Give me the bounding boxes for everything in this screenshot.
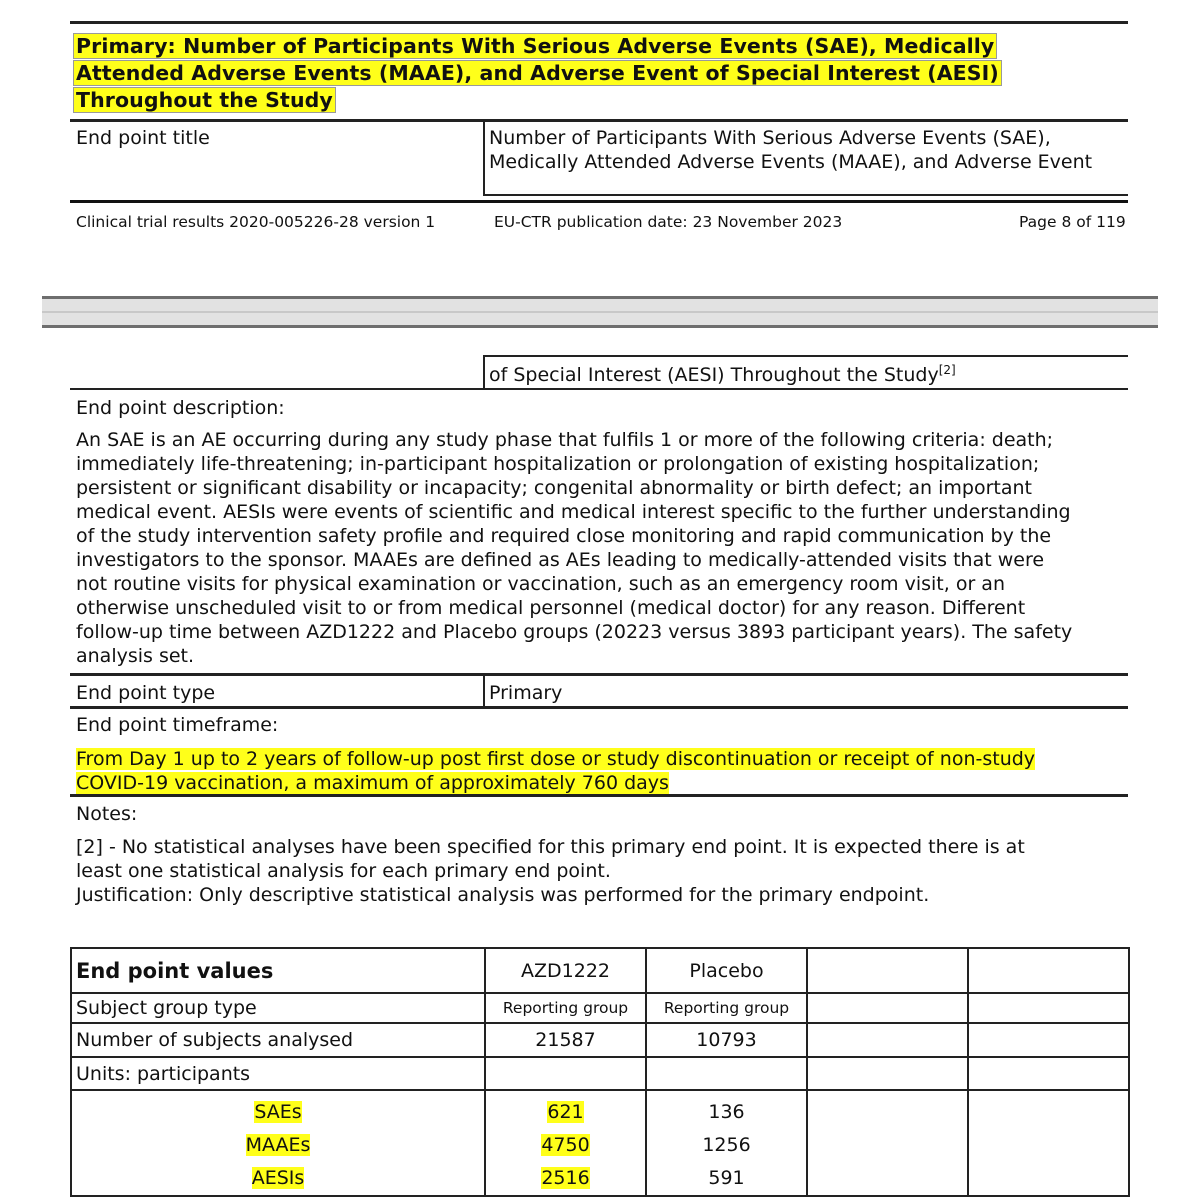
section-title-line-3: Throughout the Study (76, 88, 333, 112)
timeframe-line-1: From Day 1 up to 2 years of follow-up post first dose or study discontinuation or receipt of non-study (76, 748, 1036, 770)
placebo-maaes-value: 1256 (702, 1134, 751, 1156)
cell-empty (485, 1057, 646, 1090)
endpoint-description-text (76, 428, 1136, 668)
azd1222-saes-value: 621 (547, 1101, 584, 1123)
group-header-placebo: Placebo (646, 948, 807, 993)
row-label: Subject group type (71, 993, 485, 1023)
cell-value: 21587 (485, 1023, 646, 1057)
table-header-row (71, 948, 1129, 993)
endpoint-type-label: End point type (76, 682, 216, 704)
column-divider (483, 355, 485, 389)
row-divider (70, 673, 1128, 676)
table-row-units (71, 1057, 1129, 1090)
cell-empty (807, 993, 968, 1023)
table-header-title: End point values (71, 948, 485, 993)
description-line: medical event. AESIs were events of scientific and medical interest specific to the further understanding (76, 501, 1071, 523)
measure-label-maaes: MAAEs (245, 1134, 311, 1156)
cell-empty (646, 1057, 807, 1090)
note-line: Justification: Only descriptive statistical analysis was performed for the primary endpoint. (76, 884, 930, 906)
description-line: follow-up time between AZD1222 and Placebo groups (20223 versus 3893 participant years). The safety (76, 621, 1073, 643)
note-line: least one statistical analysis for each primary end point. (76, 860, 611, 882)
endpoint-title-line-1: Number of Participants With Serious Adverse Events (SAE), (489, 127, 1051, 149)
section-title-line-1: Primary: Number of Participants With Serious Adverse Events (SAE), Medically (76, 34, 995, 58)
endpoint-type-value: Primary (489, 682, 563, 704)
endpoint-title-continuation (489, 363, 956, 387)
measure-labels (71, 1090, 485, 1196)
footnote-ref[interactable]: [2] (938, 363, 956, 377)
cell-empty (968, 1090, 1129, 1196)
footer-page-number: Page 8 of 119 (1019, 213, 1126, 231)
azd1222-aesis-value: 2516 (541, 1167, 590, 1189)
endpoint-title-label: End point title (76, 127, 210, 149)
placebo-saes-value: 136 (708, 1101, 745, 1123)
section-title (74, 33, 1134, 114)
cell-value: Reporting group (646, 993, 807, 1023)
cell-empty (968, 1023, 1129, 1057)
description-line: investigators to the sponsor. MAAEs are defined as AEs leading to medically-attended visits that were (76, 549, 1045, 571)
row-label: Units: participants (71, 1057, 485, 1090)
notes-text (76, 835, 1136, 907)
cell-empty (968, 993, 1129, 1023)
endpoint-title-line-3: of Special Interest (AESI) Throughout the Study (489, 364, 939, 386)
top-rule (70, 21, 1128, 24)
page-break-separator (42, 296, 1158, 328)
column-divider (483, 674, 485, 707)
azd1222-maaes-value: 4750 (541, 1134, 590, 1156)
group-header-empty (968, 948, 1129, 993)
group-header-azd1222: AZD1222 (485, 948, 646, 993)
measure-label-saes: SAEs (254, 1101, 302, 1123)
table-row-subjects-analysed (71, 1023, 1129, 1057)
cell-value: Reporting group (485, 993, 646, 1023)
row-divider (70, 794, 1128, 797)
cell-value: 10793 (646, 1023, 807, 1057)
table-row-measures (71, 1090, 1129, 1196)
row-divider (70, 119, 1128, 122)
cell-empty (968, 1057, 1129, 1090)
cell-empty (807, 1057, 968, 1090)
group-header-empty (807, 948, 968, 993)
placebo-values (646, 1090, 807, 1196)
endpoint-title-value (489, 126, 1092, 174)
description-line: immediately life-threatening; in-participant hospitalization or prolongation of existing hospitalization; (76, 453, 1040, 475)
endpoint-timeframe-label: End point timeframe: (76, 714, 279, 736)
row-divider (483, 355, 1128, 357)
row-divider (483, 194, 1128, 196)
endpoint-values-table (70, 947, 1130, 1197)
timeframe-line-2: COVID-19 vaccination, a maximum of approximately 760 days (76, 772, 669, 794)
row-divider (70, 388, 1128, 390)
section-title-line-2: Attended Adverse Events (MAAE), and Adverse Event of Special Interest (AESI) (76, 61, 999, 85)
column-divider (483, 120, 485, 196)
description-line: persistent or significant disability or incapacity; congenital abnormality or birth defect; an important (76, 477, 1032, 499)
description-line: otherwise unscheduled visit to or from medical personnel (medical doctor) for any reason. Different (76, 597, 1026, 619)
footer-publication-date: EU-CTR publication date: 23 November 2023 (494, 213, 843, 231)
cell-empty (807, 1090, 968, 1196)
endpoint-description-label: End point description: (76, 397, 285, 419)
table-row-subject-group-type (71, 993, 1129, 1023)
notes-label: Notes: (76, 803, 138, 825)
page-footer-rule (70, 200, 1128, 203)
cell-empty (807, 1023, 968, 1057)
footer-trial-id: Clinical trial results 2020-005226-28 version 1 (76, 213, 436, 231)
azd1222-values (485, 1090, 646, 1196)
description-line: of the study intervention safety profile and required close monitoring and rapid communication by the (76, 525, 1052, 547)
row-divider (70, 706, 1128, 709)
row-label: Number of subjects analysed (71, 1023, 485, 1057)
description-line: An SAE is an AE occurring during any study phase that fulfils 1 or more of the following criteria: death; (76, 429, 1054, 451)
note-line: [2] - No statistical analyses have been specified for this primary end point. It is expected there is at (76, 836, 1025, 858)
placebo-aesis-value: 591 (708, 1167, 745, 1189)
measure-label-aesis: AESIs (251, 1167, 305, 1189)
description-line: analysis set. (76, 645, 195, 667)
endpoint-timeframe-text (76, 747, 1136, 795)
endpoint-title-line-2: Medically Attended Adverse Events (MAAE), and Adverse Event (489, 151, 1093, 173)
description-line: not routine visits for physical examination or vaccination, such as an emergency room visit, or an (76, 573, 1005, 595)
